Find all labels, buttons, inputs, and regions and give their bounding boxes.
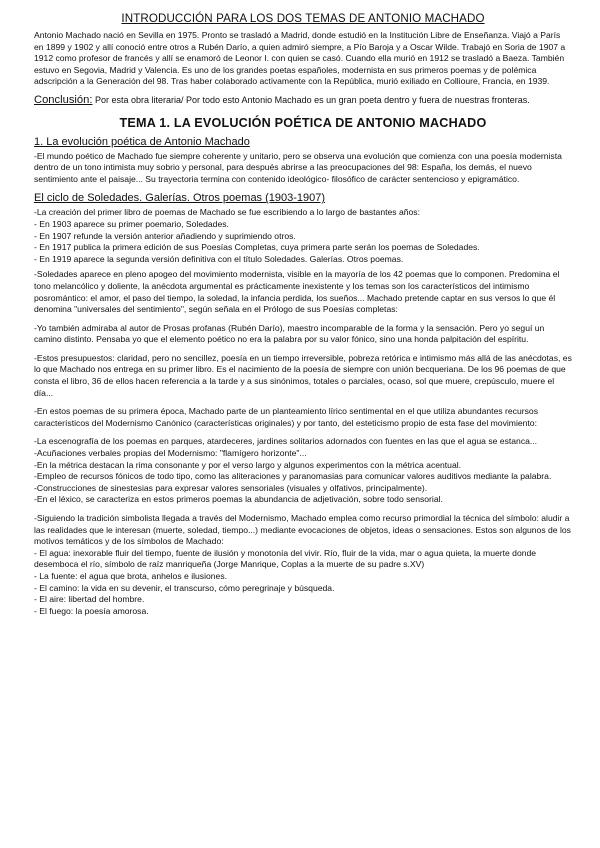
section-evolucion-paragraph: -El mundo poético de Machado fue siempre coherente y unitario, pero se observa una evolución que comienza con una poesía modernista dentro de un tono intimista muy sobrio y personal, para después abrirse a las preocupaciones del 98: España, los demás, el nuevo sentimiento ante el paisaje... Su trayectoria termina con contenido ideológico- filosófico de carácter sentencioso y epigramático. — [34, 150, 562, 184]
symbols-intro-paragraph: -Siguiendo la tradición simbolista llegada a través del Modernismo, Machado emplea como recurso primordial la técnica del símbolo: aludir a las realidades que le interesan (muerte, soledad, tiempo...) mediante evocaciones de objetos, ideas o sensaciones. Estos son algunos de los motivos temáticos y de los símbolos de Machado: — [34, 513, 571, 547]
list-item: -La creación del primer libro de poemas de Machado se fue escribiendo a lo largo de bastantes años: — [34, 207, 420, 218]
document-title: INTRODUCCIÓN PARA LOS DOS TEMAS DE ANTONIO MACHADO — [121, 12, 485, 25]
section-heading-evolucion: 1. La evolución poética de Antonio Machado — [34, 135, 250, 148]
list-item: - El aire: libertad del hombre. — [34, 594, 145, 605]
presupuestos-paragraph: -Estos presupuestos: claridad, pero no sencillez, poesía en un tiempo irreversible, pobreza retórica e intimismo más allá de las anécdotas, es lo que Machado nos entrega en su primer libro. Es el nacimiento de la poesía de siempre con unión becqueriana. De los 96 poemas de que consta el libro, 36 de ellos hacen referencia a la tarde y a sus sinónimos, totales o parciales, ocaso, sol que muere, crepúsculo, muere el día... — [34, 352, 572, 398]
list-item: -Empleo de recursos fónicos de todo tipo, como las aliteraciones y paranomasias para comunicar valores auditivos mediante la palabra. — [34, 471, 552, 482]
list-item: -La escenografía de los poemas en parques, atardeceres, jardines solitarios adornados con fuentes en las que el agua se estanca... — [34, 436, 538, 447]
tema-title: TEMA 1. LA EVOLUCIÓN POÉTICA DE ANTONIO MACHADO — [119, 115, 487, 130]
list-item: -Construcciones de sinestesias para expresar valores sensoriales (visuales y olfativos, principalmente). — [34, 482, 428, 493]
list-item: -En el léxico, se caracteriza en estos primeros poemas la abundancia de adjetivación, sobre todo sensorial. — [34, 494, 443, 505]
conclusion-label: Conclusión: — [34, 93, 93, 106]
list-item: -Acuñaciones verbales propias del Modernismo: "flamígero horizonte"... — [34, 448, 307, 459]
list-item: - En 1917 publica la primera edición de sus Poesías Completas, cuya primera parte serán los poemas de Soledades. — [34, 242, 480, 253]
conclusion-text: Por esta obra literaria/ Por todo esto Antonio Machado es un gran poeta dentro y fuera de nuestras fronteras. — [92, 94, 530, 105]
quote-paragraph: -Yo también admiraba al autor de Prosas profanas (Rubén Darío), maestro incomparable de la forma y la sensación. Pero yo seguí un camino distinto. Pensaba yo que el elemento poético no era la palabra por su valor fónico, sino una honda palpitación del espíritu. — [34, 322, 545, 345]
list-item: - El camino: la vida en su devenir, el transcurso, cómo peregrinaje y búsqueda. — [34, 582, 335, 593]
list-item: - En 1903 aparece su primer poemario, Soledades. — [34, 218, 229, 229]
list-item: - El agua: inexorable fluir del tiempo, fuente de ilusión y monotonía del vivir. Río, fluir de la vida, mar o agua quieta, la muerte donde desemboca el río, símbolo de raíz manriqueña (Jorge Manrique, Coplas a la muerte de su padre s.XV) — [34, 547, 537, 570]
soledades-paragraph: -Soledades aparece en pleno apogeo del movimiento modernista, visible en la mayoría de los 42 poemas que lo componen. Predomina el tono melancólico y doliente, la anécdota argumental es prácticamente inexistente y los temas son los característicos del intimismo posromántico: el amor, el paso del tiempo, la soledad, la infancia perdida, los sueños... Machado pretende captar en sus versos lo que él denomina "universales del sentimiento", según señala en el Prólogo de sus Poesías completas: — [34, 269, 560, 315]
list-item: - En 1907 refunde la versión anterior añadiendo y suprimiendo otros. — [34, 230, 296, 241]
list-item: - La fuente: el agua que brota, anhelos e ilusiones. — [34, 570, 228, 581]
modernist-features-list — [34, 436, 572, 506]
list-item: -En la métrica destacan la rima consonante y por el verso largo y algunos experimentos con la métrica acentual. — [34, 459, 462, 470]
conclusion-paragraph — [34, 95, 572, 107]
publication-history-list — [34, 207, 572, 265]
section-heading-soledades: El ciclo de Soledades. Galerías. Otros poemas (1903-1907) — [34, 192, 326, 205]
primera-epoca-paragraph: -En estos poemas de su primera época, Machado parte de un planteamiento lírico sentimental en el que utiliza abundantes recursos característicos del Modernismo Canónico (características originales) y por tanto, del esteticismo propio de esta fase del movimiento: — [34, 406, 538, 428]
intro-paragraph: Antonio Machado nació en Sevilla en 1975. Pronto se trasladó a Madrid, donde estudió en la Institución Libre de Enseñanza. Viajó a París en 1899 y 1902 y allí conoció entre otros a Rubén Darío, a quien admiró siempre, a Pío Baroja y a Oscar Wilde. Trabajó en Soria de 1907 a 1912 como profesor de francés y allí se enamoró de Leonor I. con quien se casó. Cuando ella murió en 1912 se trasladó a Baeza. También estuvo en Segovia, Madrid y Valencia. Es uno de los grandes poetas españoles, modernista en sus primeros poemas y de polémica adscripción a la Generación del 98. Tras haber colaborado activamente con la República, murió exiliado en Collioure, Francia, en 1939. — [34, 30, 566, 87]
symbols-list — [34, 548, 572, 618]
list-item: - El fuego: la poesía amorosa. — [34, 605, 149, 616]
list-item: - En 1919 aparece la segunda versión definitiva con el título Soledades. Galerías. Otros poemas. — [34, 253, 404, 264]
